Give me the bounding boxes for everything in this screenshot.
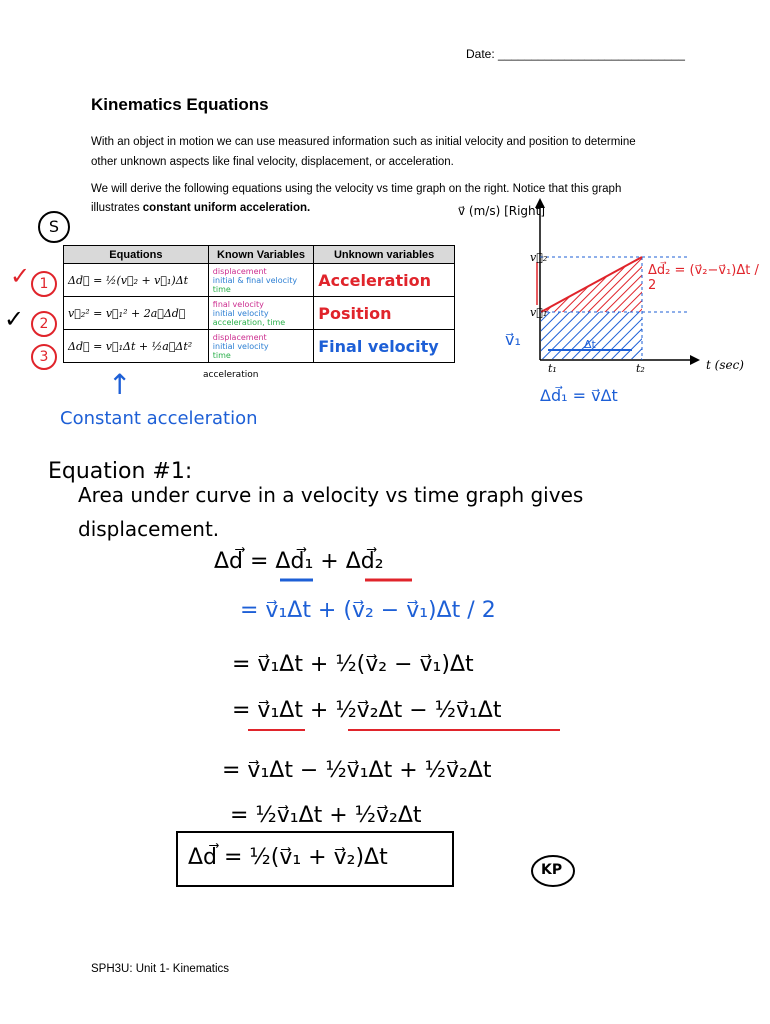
known-2b: initial velocity xyxy=(212,308,269,318)
derive-bold: constant uniform acceleration. xyxy=(142,202,311,214)
work-line-6: = ½v⃗₁Δt + ½v⃗₂Δt xyxy=(230,803,422,828)
intro-paragraph: With an object in motion we can use measured information such as initial velocity and position to determine other unknown aspects like final velocity, displacement, or acceleration. xyxy=(91,136,636,168)
known-1c: time xyxy=(212,284,231,294)
work-line-4: = v⃗₁Δt + ½v⃗₂Δt − ½v⃗₁Δt xyxy=(232,698,502,723)
equation-1: Δd⃗ = ½(v⃗₂ + v⃗₁)Δt xyxy=(64,264,209,297)
delta-d1-note: Δd⃗₁ = v⃗Δt xyxy=(540,386,618,405)
graph-v1-label: v⃗₁ xyxy=(530,306,548,319)
graph-t1-label: t₁ xyxy=(548,362,557,375)
header-known: Known Variables xyxy=(208,246,313,264)
constant-acceleration-note: Constant acceleration xyxy=(60,408,258,429)
page-title: Kinematics Equations xyxy=(91,95,269,114)
row-number-1: 1 xyxy=(31,271,57,297)
work-line-2: = v⃗₁Δt + (v⃗₂ − v⃗₁)Δt / 2 xyxy=(240,598,496,623)
s-circle-annotation: S xyxy=(38,211,70,243)
graph-x-label: t (sec) xyxy=(706,358,744,372)
work-line-5: = v⃗₁Δt − ½v⃗₁Δt + ½v⃗₂Δt xyxy=(222,758,492,783)
work-line-7: Δd⃗ = ½(v⃗₁ + v⃗₂)Δt xyxy=(188,845,388,870)
known-3b: initial velocity xyxy=(212,341,269,351)
check-mark-2: ✓ xyxy=(4,305,25,333)
dt-label: Δt xyxy=(584,338,596,351)
equation-2: v⃗₂² = v⃗₁² + 2a⃗Δd⃗ xyxy=(64,297,209,330)
known-2a: final velocity xyxy=(212,299,264,309)
delta-d2-note: Δd⃗₂ = (v⃗₂−v⃗₁)Δt / 2 xyxy=(648,263,759,293)
known-2c: acceleration, time xyxy=(212,317,286,327)
date-label: Date: ____________________________ xyxy=(466,47,685,61)
x-axis-arrowhead xyxy=(690,355,700,365)
graph-y-label: v⃗ (m/s) [Right] xyxy=(458,204,546,218)
unknown-var-2: Position xyxy=(314,297,455,330)
graph-v2-label: v⃗₂ xyxy=(530,251,548,264)
work-line-3: = v⃗₁Δt + ½(v⃗₂ − v⃗₁)Δt xyxy=(232,652,474,677)
header-equations: Equations xyxy=(64,246,209,264)
graph-t2-label: t₂ xyxy=(636,362,645,375)
known-extra: acceleration xyxy=(203,370,259,380)
known-1b: initial & final velocity xyxy=(212,275,298,285)
unknown-var-1: Acceleration xyxy=(314,264,455,297)
work-heading: Equation #1: xyxy=(48,459,193,484)
known-3c: time xyxy=(212,350,231,360)
equation-3: Δd⃗ = v⃗₁Δt + ½a⃗Δt² xyxy=(64,330,209,363)
work-statement: Area under curve in a velocity vs time graph gives displacement. xyxy=(78,483,584,541)
known-3a: displacement xyxy=(212,332,267,342)
initials: KP xyxy=(541,862,563,878)
footer: SPH3U: Unit 1- Kinematics xyxy=(91,963,230,975)
known-1a: displacement xyxy=(212,266,267,276)
row-number-3: 3 xyxy=(31,344,57,370)
up-arrow-icon: ↑ xyxy=(108,368,132,401)
row-number-2: 2 xyxy=(31,311,57,337)
header-unknown: Unknown variables xyxy=(314,246,455,264)
unknown-var-3: Final velocity xyxy=(314,330,455,363)
rectangle-area xyxy=(541,312,642,359)
check-mark-1: ✓ xyxy=(10,262,31,290)
derive-text: We will derive the following equations using the velocity vs time graph on the right. Notice that this graph illustrates xyxy=(91,183,622,214)
work-line-1: Δd⃗ = Δd⃗₁ + Δd⃗₂ xyxy=(214,549,384,574)
v1-handwritten: v⃗₁ xyxy=(505,330,521,349)
